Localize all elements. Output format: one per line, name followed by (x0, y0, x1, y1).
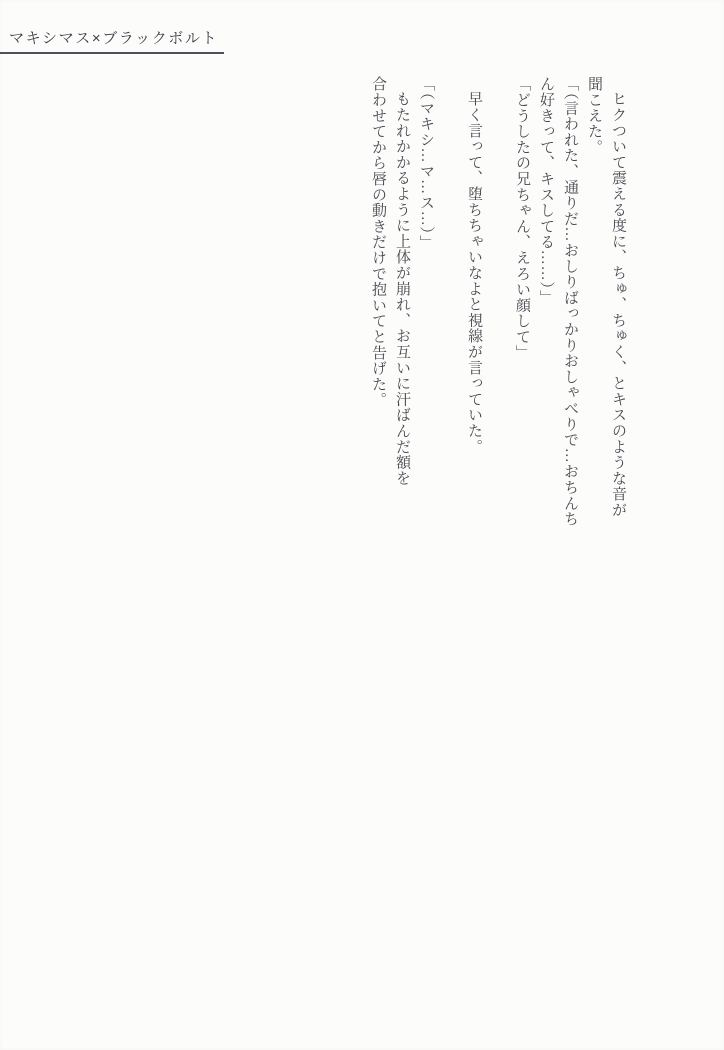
text-line: ん好きって、キスしてる……）」 (538, 76, 554, 306)
body-text (366, 76, 630, 541)
page-title: マキシマス×ブラックボルト (9, 30, 219, 47)
text-line: 合わせてから唇の動きだけで抱いてと告げた。 (370, 76, 386, 408)
text-line: 早く言って、堕ちちゃいなよと視線が言っていた。 (466, 91, 482, 455)
text-line: もたれかかるように上体が崩れ、お互いに汗ばんだ額を (394, 91, 410, 486)
text-line: ヒクついて震える度に、ちゅ、ちゅく、とキスのような音が (610, 91, 626, 518)
text-line: 「（マキシ…マ…ス…）」 (418, 76, 434, 251)
blank-line (486, 76, 510, 541)
text-line: 聞こえた。 (586, 76, 602, 155)
text-line: 「（言われた、通りだ…おしりばっかりおしゃべりで…おちんち (562, 76, 578, 527)
page-header (0, 27, 224, 54)
blank-line (438, 76, 462, 541)
text-line: 「どうしたの兄ちゃん、えろい顔して」 (514, 76, 530, 361)
